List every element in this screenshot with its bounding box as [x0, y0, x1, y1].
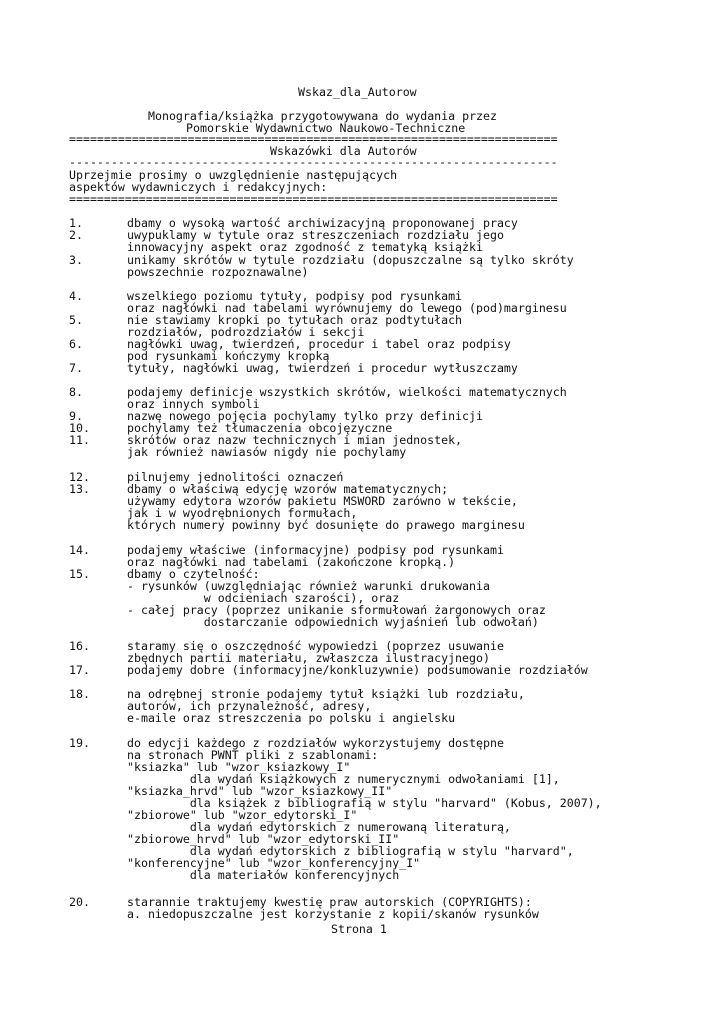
item-text-line: nagłówki uwag, twierdzeń, procedur i tabel oraz podpisy — [127, 337, 511, 351]
double-rule-1: ====================================================================== — [69, 132, 558, 146]
item-text-line: używamy edytora wzorów pakietu MSWORD zarówno w tekście, — [127, 493, 518, 508]
item-number: 20. — [69, 895, 90, 909]
item-text-line: dla wydań edytorskich z numerowaną literaturą, — [127, 819, 511, 834]
section-title: Wskazówki dla Autorów — [270, 144, 417, 158]
item-text-line: "konferencyjne" lub "wzor_konferencyjny_I" — [127, 855, 421, 870]
item-text-line: dla książek z bibliografią w stylu "harvard" (Kobus, 2007), — [127, 795, 602, 810]
item-text-line: dostarczanie odpowiednich wyjaśnień lub odwołań) — [127, 614, 539, 629]
item-number: 18. — [69, 687, 90, 701]
item-text-line: staramy się o oszczędność wypowiedzi (poprzez usuwanie — [127, 639, 504, 653]
header-line-2: Pomorskie Wydawnictwo Naukowo-Techniczne — [186, 121, 466, 135]
page-number: Strona 1 — [331, 922, 387, 936]
item-text-line: skrótów oraz nazw technicznych i mian jednostek, — [127, 433, 463, 447]
item-text-line: których numery powinny być dosunięte do prawego marginesu — [127, 517, 525, 532]
item-text-line: pilnujemy jednolitości oznaczeń — [127, 470, 344, 484]
item-text-line: wszelkiego poziomu tytuły, podpisy pod rysunkami — [127, 289, 463, 303]
item-number: 15. — [69, 567, 90, 581]
item-text-line: - rysunków (uwzględniając również warunki drukowania — [127, 579, 490, 593]
item-text-line: podajemy dobre (informacyjne/konkluzywnie) podsumowanie rozdziałów — [127, 663, 588, 677]
item-text-line: "zbiorowe_hrvd" lub "wzor_edytorski_II" — [127, 831, 400, 846]
item-text-line: na odrębnej stronie podajemy tytuł książki lub rozdziału, — [127, 687, 525, 701]
item-text-line: nie stawiamy kropki po tytułach oraz podtytułach — [127, 313, 463, 327]
item-text-line: nazwę nowego pojęcia pochylamy tylko przy definicji — [127, 409, 483, 423]
item-text-line: powszechnie rozpoznawalne) — [127, 264, 309, 279]
item-text-line: dbamy o czytelność: — [127, 567, 260, 581]
item-number: 13. — [69, 482, 90, 496]
item-number: 4. — [69, 289, 83, 303]
item-text-line: do edycji każdego z rozdziałów wykorzystujemy dostępne — [127, 736, 504, 750]
item-text-line: uwypuklamy w tytule oraz streszczeniach rozdziału jego — [127, 228, 504, 242]
item-number: 2. — [69, 228, 83, 242]
item-text-line: jak również nawiasów nigdy nie pochylamy — [127, 444, 407, 459]
item-text-line: tytuły, nagłówki uwag, twierdzeń i procedur wytłuszczamy — [127, 361, 518, 375]
header-line-1: Monografia/książka przygotowywana do wydania przez — [148, 109, 498, 123]
item-text-line: dbamy o właściwą edycję wzorów matematycznych; — [127, 482, 449, 496]
item-text-line: zbędnych partii materiału, zwłaszcza ilustracyjnego) — [127, 651, 490, 665]
item-text-line: oraz innych symboli — [127, 396, 260, 411]
item-text-line: dla wydań książkowych z numerycznymi odwołaniami [1], — [127, 771, 560, 786]
item-number: 12. — [69, 470, 90, 484]
item-number: 3. — [69, 253, 83, 267]
item-text-line: na stronach PWNT pliki z szablonami: — [127, 748, 379, 762]
item-number: 9. — [69, 409, 83, 423]
item-text-line: innowacyjny aspekt oraz zgodność z tematyką książki — [127, 239, 483, 254]
item-number: 14. — [69, 543, 90, 557]
item-text-line: "ksiazka_hrvd" lub "wzor_ksiazkowy_II" — [127, 783, 393, 798]
item-text-line: e-maile oraz streszczenia po polsku i angielsku — [127, 710, 456, 725]
item-text-line: - całej pracy (poprzez unikanie sformułowań żargonowych oraz — [127, 602, 546, 617]
item-number: 19. — [69, 736, 90, 750]
item-text-line: w odcieniach szarości), oraz — [127, 590, 400, 605]
item-text-line: pochylamy też tłumaczenia obcojęzyczne — [127, 421, 393, 435]
intro-line-2: aspektów wydawniczych i redakcyjnych: — [69, 180, 328, 194]
single-rule: ---------------------------------------------------------------------- — [69, 155, 558, 169]
item-text-line: dbamy o wysoką wartość archiwizacyjną proponowanej pracy — [127, 216, 518, 230]
item-text-line: starannie traktujemy kwestię praw autorskich (COPYRIGHTS): — [127, 895, 532, 909]
item-text-line: oraz nagłówki nad tabelami wyrównujemy do lewego (pod)marginesu — [127, 300, 567, 315]
item-text-line: podajemy definicje wszystkich skrótów, wielkości matematycznych — [127, 385, 567, 399]
item-number: 7. — [69, 361, 83, 375]
item-number: 6. — [69, 337, 83, 351]
item-text-line: a. niedopuszczalne jest korzystanie z kopii/skanów rysunków — [127, 907, 539, 921]
item-number: 16. — [69, 639, 90, 653]
item-text-line: jak i w wyodrębnionych formułach, — [127, 505, 358, 520]
item-text-line: rozdziałów, podrozdziałów i sekcji — [127, 324, 365, 339]
item-number: 11. — [69, 433, 90, 447]
file-title: Wskaz_dla_Autorow — [298, 85, 417, 99]
item-text-line: autorów, ich przynależność, adresy, — [127, 699, 372, 713]
item-text-line: dla wydań edytorskich z bibliografią w stylu "harvard", — [127, 843, 574, 858]
item-text-line: oraz nagłówki nad tabelami (zakończone kropką.) — [127, 555, 456, 569]
item-number: 10. — [69, 421, 90, 435]
item-number: 1. — [69, 216, 83, 230]
item-text-line: dla materiałów konferencyjnych — [127, 867, 400, 882]
item-text-line: "ksiazka" lub "wzor_ksiazkowy_I" — [127, 759, 351, 774]
item-number: 5. — [69, 313, 83, 327]
item-text-line: podajemy właściwe (informacyjne) podpisy pod rysunkami — [127, 543, 504, 557]
item-number: 8. — [69, 385, 83, 399]
intro-line-1: Uprzejmie prosimy o uwzględnienie następujących — [69, 168, 398, 182]
item-number: 17. — [69, 663, 90, 677]
item-text-line: "zbiorowe" lub "wzor_edytorski_I" — [127, 807, 358, 822]
item-text-line: unikamy skrótów w tytule rozdziału (dopuszczalne są tylko skróty — [127, 253, 574, 267]
double-rule-2: ====================================================================== — [69, 192, 558, 206]
item-text-line: pod rysunkami kończymy kropką — [127, 348, 330, 363]
